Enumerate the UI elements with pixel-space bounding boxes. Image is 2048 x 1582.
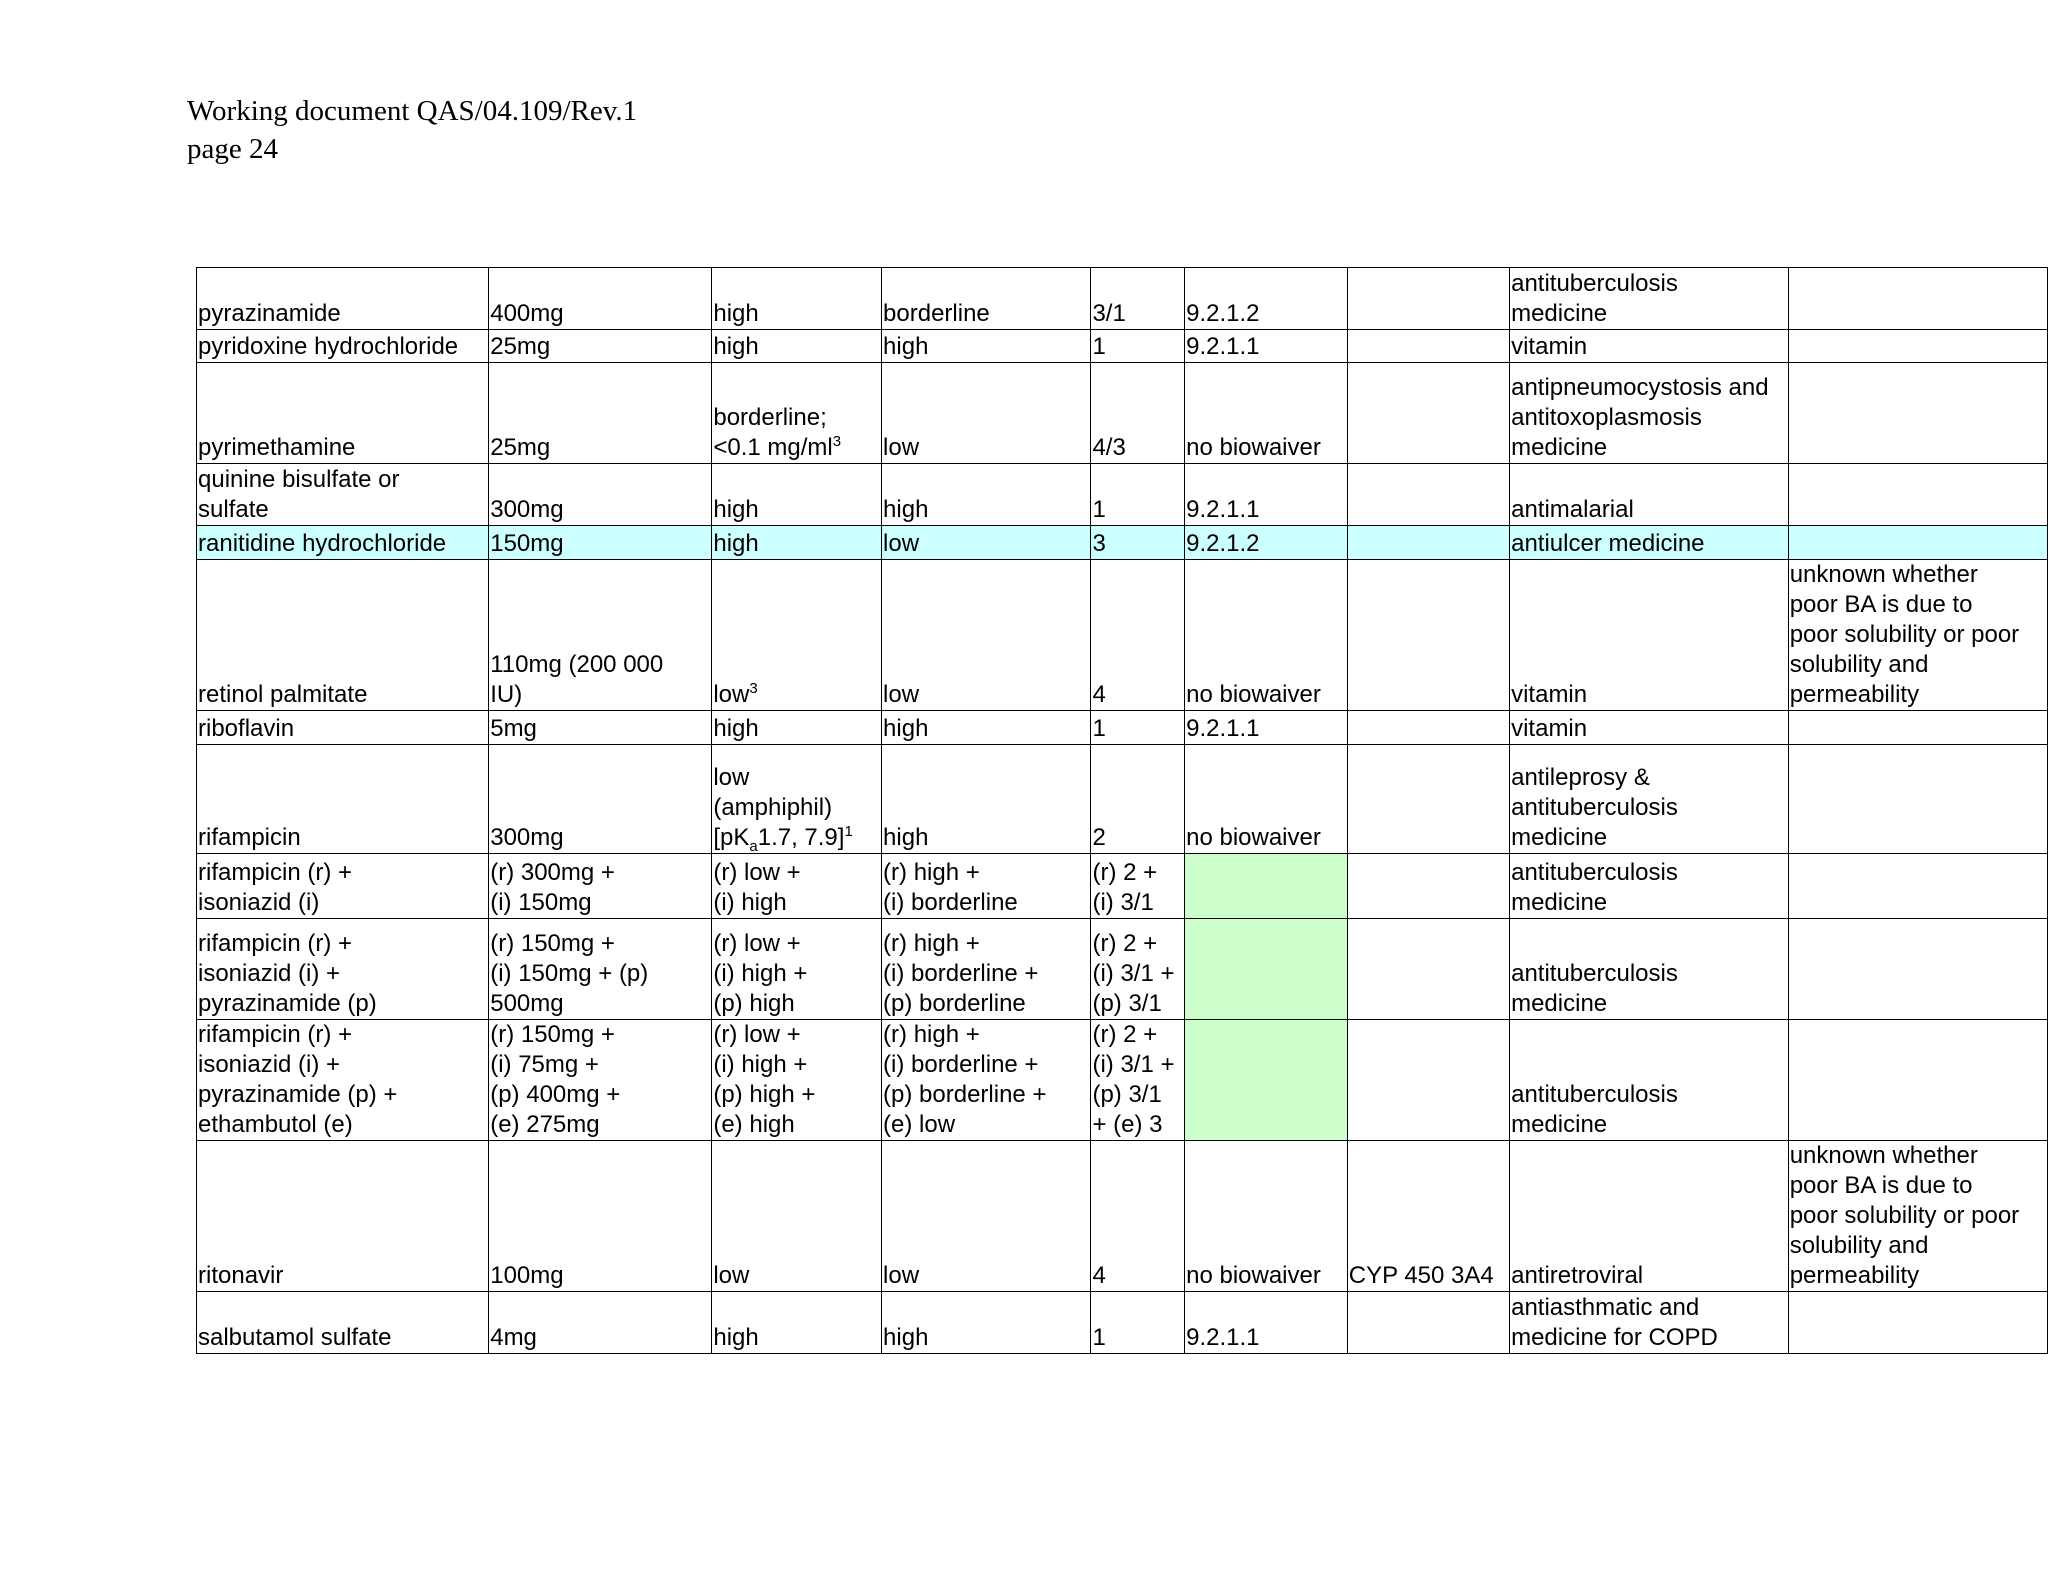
permeability: borderline <box>882 268 1091 330</box>
comment <box>1788 464 2047 526</box>
bcs-class: 4 <box>1091 1141 1185 1292</box>
solubility: high <box>712 526 882 560</box>
dose-strength: 5mg <box>489 711 712 745</box>
note <box>1347 363 1509 464</box>
permeability: (r) high + (i) borderline + (p) borderline <box>882 919 1091 1020</box>
bcs-class: 4 <box>1091 560 1185 711</box>
solubility <box>712 560 882 711</box>
medicine-name: riboflavin <box>197 711 489 745</box>
footnote-ref: 3 <box>832 433 842 450</box>
footnote-ref: 1 <box>844 823 853 840</box>
page-number: page 24 <box>187 133 278 165</box>
document-id: Working document QAS/04.109/Rev.1 <box>187 95 638 127</box>
permeability: high <box>882 464 1091 526</box>
indication: vitamin <box>1510 560 1789 711</box>
permeability: high <box>882 330 1091 363</box>
permeability: (r) high + (i) borderline + (p) borderline + (e) low <box>882 1020 1091 1141</box>
comment <box>1788 526 2047 560</box>
medicine-name: salbutamol sulfate <box>197 1292 489 1354</box>
indication: antituberculosis medicine <box>1510 854 1789 919</box>
bcs-class: 4/3 <box>1091 363 1185 464</box>
bcs-class: (r) 2 + (i) 3/1 + (p) 3/1 <box>1091 919 1185 1020</box>
comment <box>1788 330 2047 363</box>
note <box>1347 854 1509 919</box>
dose-strength: 25mg <box>489 330 712 363</box>
medicine-name: retinol palmitate <box>197 560 489 711</box>
medicine-table <box>196 267 2048 1354</box>
bcs-class: 1 <box>1091 1292 1185 1354</box>
medicine-name: pyrazinamide <box>197 268 489 330</box>
dose-strength: 300mg <box>489 745 712 854</box>
permeability: low <box>882 526 1091 560</box>
note <box>1347 526 1509 560</box>
bcs-class: 1 <box>1091 711 1185 745</box>
permeability: high <box>882 1292 1091 1354</box>
bcs-class: 2 <box>1091 745 1185 854</box>
biowaiver: 9.2.1.1 <box>1185 1292 1348 1354</box>
comment <box>1788 363 2047 464</box>
indication: vitamin <box>1510 711 1789 745</box>
table-row <box>197 919 2048 1020</box>
indication: antituberculosis medicine <box>1510 268 1789 330</box>
table-row-highlighted <box>197 526 2048 560</box>
permeability: low <box>882 363 1091 464</box>
biowaiver <box>1185 1020 1348 1141</box>
medicine-name: pyridoxine hydrochloride <box>197 330 489 363</box>
note <box>1347 330 1509 363</box>
dose-strength: 400mg <box>489 268 712 330</box>
solubility: (r) low + (i) high + (p) high + (e) high <box>712 1020 882 1141</box>
table-row <box>197 330 2048 363</box>
comment <box>1788 854 2047 919</box>
note <box>1347 1292 1509 1354</box>
biowaiver: 9.2.1.1 <box>1185 711 1348 745</box>
table-row <box>197 745 2048 854</box>
table-row <box>197 1020 2048 1141</box>
biowaiver: no biowaiver <box>1185 560 1348 711</box>
dose-strength: 25mg <box>489 363 712 464</box>
table-row <box>197 363 2048 464</box>
biowaiver: 9.2.1.2 <box>1185 526 1348 560</box>
pka-prefix: [pK <box>713 824 750 851</box>
biowaiver: no biowaiver <box>1185 745 1348 854</box>
solubility: high <box>712 464 882 526</box>
dose-strength: 4mg <box>489 1292 712 1354</box>
comment: unknown whether poor BA is due to poor solubility or poor solubility and permeability <box>1788 1141 2047 1292</box>
document-header <box>187 92 637 168</box>
note <box>1347 745 1509 854</box>
table-row <box>197 560 2048 711</box>
table-row <box>197 854 2048 919</box>
solubility: high <box>712 711 882 745</box>
solubility: high <box>712 268 882 330</box>
bcs-class: 3/1 <box>1091 268 1185 330</box>
bcs-class: (r) 2 + (i) 3/1 + (p) 3/1 + (e) 3 <box>1091 1020 1185 1141</box>
note <box>1347 919 1509 1020</box>
comment <box>1788 919 2047 1020</box>
medicine-name: pyrimethamine <box>197 363 489 464</box>
bcs-class: 1 <box>1091 330 1185 363</box>
dose-strength: (r) 150mg + (i) 75mg + (p) 400mg + (e) 275mg <box>489 1020 712 1141</box>
biowaiver: no biowaiver <box>1185 363 1348 464</box>
biowaiver <box>1185 854 1348 919</box>
indication: antileprosy & antituberculosis medicine <box>1510 745 1789 854</box>
indication: vitamin <box>1510 330 1789 363</box>
comment <box>1788 745 2047 854</box>
solubility-text: borderline; <0.1 mg/ml <box>713 404 833 461</box>
indication: antimalarial <box>1510 464 1789 526</box>
medicine-name: ritonavir <box>197 1141 489 1292</box>
solubility: high <box>712 1292 882 1354</box>
comment <box>1788 1020 2047 1141</box>
note <box>1347 1020 1509 1141</box>
table-row <box>197 1292 2048 1354</box>
comment <box>1788 711 2047 745</box>
bcs-class: (r) 2 + (i) 3/1 <box>1091 854 1185 919</box>
dose-strength: 150mg <box>489 526 712 560</box>
note <box>1347 464 1509 526</box>
bcs-class: 3 <box>1091 526 1185 560</box>
dose-strength: (r) 300mg + (i) 150mg <box>489 854 712 919</box>
medicine-name: ranitidine hydrochloride <box>197 526 489 560</box>
biowaiver: no biowaiver <box>1185 1141 1348 1292</box>
note: CYP 450 3A4 <box>1347 1141 1509 1292</box>
note <box>1347 268 1509 330</box>
indication: antituberculosis medicine <box>1510 1020 1789 1141</box>
permeability: (r) high + (i) borderline <box>882 854 1091 919</box>
biowaiver <box>1185 919 1348 1020</box>
indication: antituberculosis medicine <box>1510 919 1789 1020</box>
solubility <box>712 745 882 854</box>
bcs-class: 1 <box>1091 464 1185 526</box>
comment <box>1788 1292 2047 1354</box>
solubility: (r) low + (i) high <box>712 854 882 919</box>
pka-subscript: a <box>749 837 758 854</box>
medicine-name: rifampicin (r) + isoniazid (i) + pyrazinamide (p) <box>197 919 489 1020</box>
table-row <box>197 464 2048 526</box>
solubility: (r) low + (i) high + (p) high <box>712 919 882 1020</box>
medicine-name: rifampicin (r) + isoniazid (i) <box>197 854 489 919</box>
dose-strength: 100mg <box>489 1141 712 1292</box>
table-row <box>197 1141 2048 1292</box>
dose-strength: (r) 150mg + (i) 150mg + (p) 500mg <box>489 919 712 1020</box>
pka-values: 1.7, 7.9] <box>757 824 845 851</box>
solubility-text: low <box>713 681 750 708</box>
footnote-ref: 3 <box>749 680 758 697</box>
indication: antiulcer medicine <box>1510 526 1789 560</box>
solubility: high <box>712 330 882 363</box>
dose-strength: 300mg <box>489 464 712 526</box>
medicine-name: quinine bisulfate or sulfate <box>197 464 489 526</box>
solubility: low <box>712 1141 882 1292</box>
dose-strength: 110mg (200 000 IU) <box>489 560 712 711</box>
table-row <box>197 268 2048 330</box>
solubility <box>712 363 882 464</box>
note <box>1347 560 1509 711</box>
biowaiver: 9.2.1.1 <box>1185 464 1348 526</box>
biowaiver: 9.2.1.2 <box>1185 268 1348 330</box>
comment <box>1788 268 2047 330</box>
permeability: high <box>882 711 1091 745</box>
permeability: high <box>882 745 1091 854</box>
biowaiver: 9.2.1.1 <box>1185 330 1348 363</box>
indication: antiasthmatic and medicine for COPD <box>1510 1292 1789 1354</box>
indication: antipneumocystosis and antitoxoplasmosis medicine <box>1510 363 1789 464</box>
solubility-text: low (amphiphil) <box>713 764 833 821</box>
permeability: low <box>882 560 1091 711</box>
permeability: low <box>882 1141 1091 1292</box>
medicine-name: rifampicin <box>197 745 489 854</box>
note <box>1347 711 1509 745</box>
medicine-name: rifampicin (r) + isoniazid (i) + pyrazinamide (p) + ethambutol (e) <box>197 1020 489 1141</box>
comment: unknown whether poor BA is due to poor solubility or poor solubility and permeability <box>1788 560 2047 711</box>
indication: antiretroviral <box>1510 1141 1789 1292</box>
table-row <box>197 711 2048 745</box>
